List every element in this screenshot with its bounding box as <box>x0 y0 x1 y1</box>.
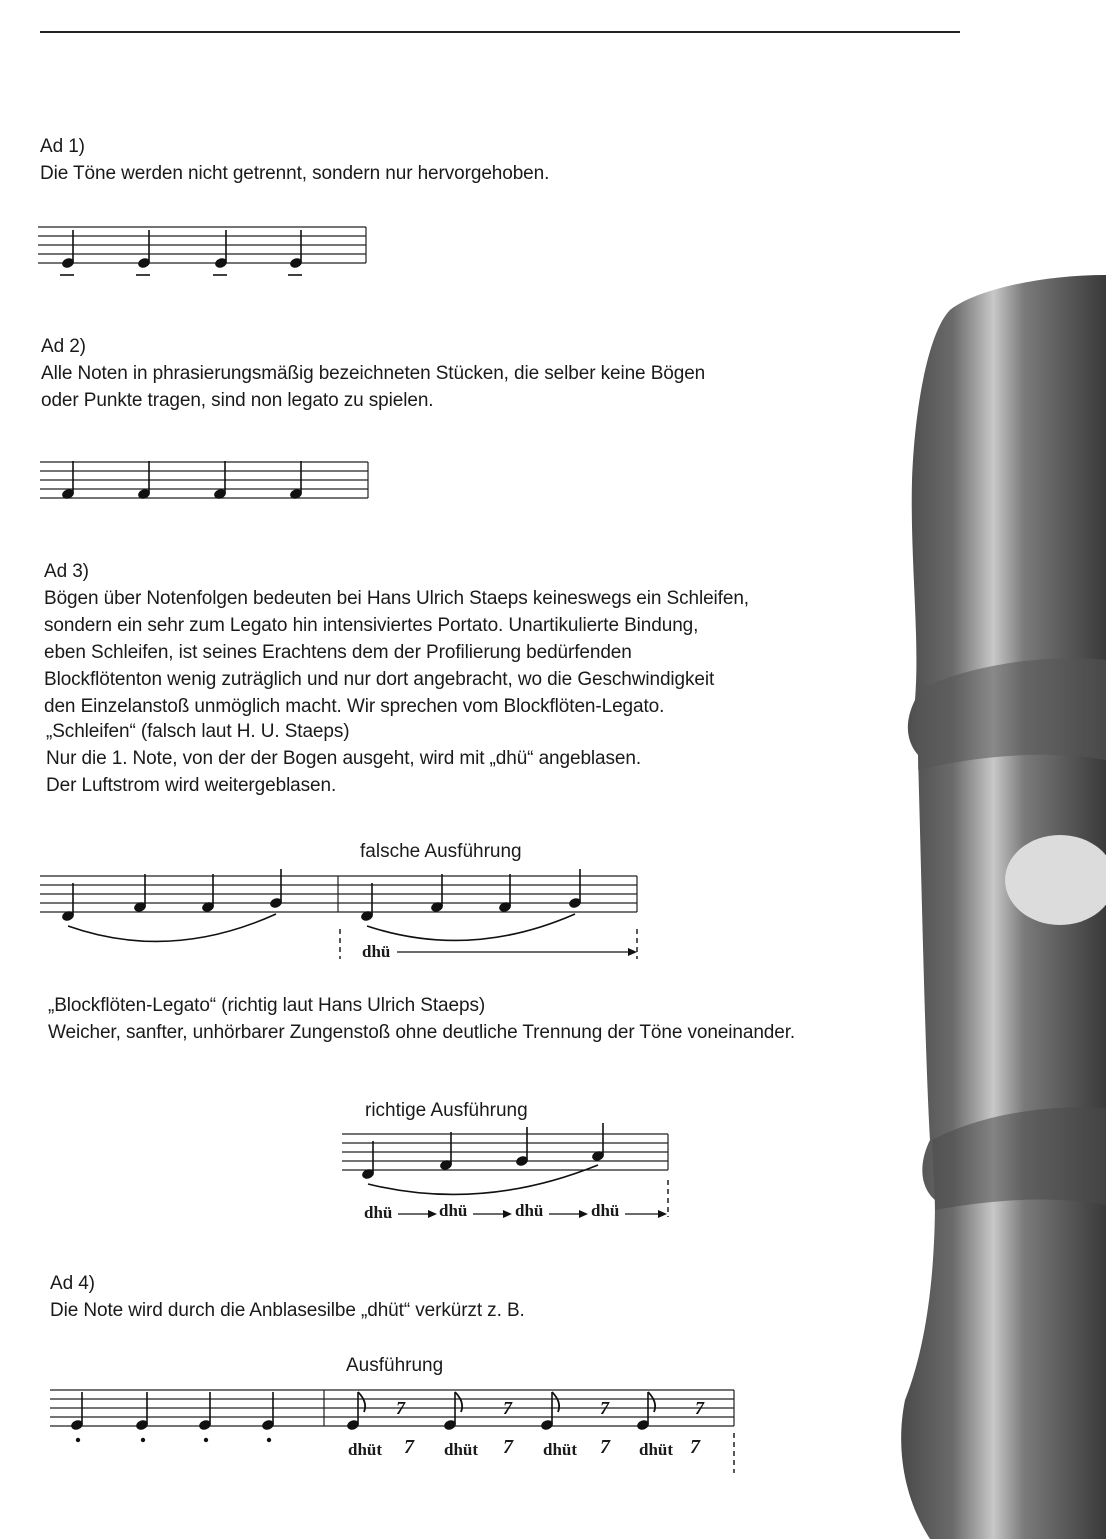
arrow-head <box>503 1210 512 1218</box>
paragraph-line: oder Punkte tragen, sind non legato zu spielen. <box>41 390 434 411</box>
rest-symbol: 7 <box>503 1436 513 1458</box>
note <box>269 869 283 909</box>
note <box>137 461 151 500</box>
music-example-2 <box>40 460 380 510</box>
example-label: Ausführung <box>346 1355 444 1376</box>
note <box>60 230 75 275</box>
eighth-note <box>443 1392 462 1431</box>
paragraph-line: den Einzelanstoß unmöglich macht. Wir sprechen vom Blockflöten-Legato. <box>44 696 665 717</box>
syllable: dhü <box>364 1203 393 1222</box>
section-heading: Ad 4) <box>50 1273 95 1294</box>
eighth-note <box>540 1392 559 1431</box>
section-heading: Ad 3) <box>44 561 89 582</box>
paragraph-line: Die Töne werden nicht getrennt, sondern nur hervorgehoben. <box>40 163 550 184</box>
paragraph-line: Blockflötenton wenig zuträglich und nur dort angebracht, wo die Geschwindigkeit <box>44 669 715 690</box>
paragraph-line: sondern ein sehr zum Legato hin intensiviertes Portato. Unartikulierte Bindung, <box>44 615 699 636</box>
staff <box>40 876 637 912</box>
paragraph-line: Weicher, sanfter, unhörbarer Zungenstoß ohne deutliche Trennung der Töne voneinander. <box>48 1022 796 1043</box>
arrow-head <box>658 1210 667 1218</box>
staff <box>40 462 368 498</box>
syllable: dhüt <box>444 1440 479 1459</box>
eighth-note <box>346 1392 365 1431</box>
section-heading: Ad 2) <box>41 336 86 357</box>
music-example-staccato <box>50 1388 750 1478</box>
section-heading: Ad 1) <box>40 136 85 157</box>
staff <box>50 1390 734 1426</box>
slur <box>68 914 276 941</box>
syllable: dhüt <box>348 1440 383 1459</box>
paragraph-line: Nur die 1. Note, von der der Bogen ausgeht, wird mit „dhü“ angeblasen. <box>46 748 642 769</box>
syllable: dhü <box>362 942 391 961</box>
slur <box>367 914 575 940</box>
staff <box>38 227 366 263</box>
paragraph-line: Bögen über Notenfolgen bedeuten bei Hans Ulrich Staeps keineswegs ein Schleifen, <box>44 588 749 609</box>
paragraph-line: Die Note wird durch die Anblasesilbe „dhüt“ verkürzt z. B. <box>50 1300 525 1321</box>
syllable: dhü <box>515 1201 544 1220</box>
arrow-head <box>579 1210 588 1218</box>
paragraph-line: eben Schleifen, ist seines Erachtens dem der Profilierung bedürfenden <box>44 642 632 663</box>
rest-symbol: 7 <box>600 1436 610 1458</box>
note <box>61 461 75 500</box>
subsection-heading: „Blockflöten-Legato“ (richtig laut Hans Ulrich Staeps) <box>48 995 486 1016</box>
rest-symbol: 7 <box>690 1436 700 1458</box>
eighth-note <box>636 1392 655 1431</box>
subsection-heading: „Schleifen“ (falsch laut H. U. Staeps) <box>46 721 350 742</box>
arrow-head <box>428 1210 437 1218</box>
music-example-slur-wrong <box>40 874 650 964</box>
note <box>289 461 303 500</box>
rest-symbol: 7 <box>503 1398 512 1418</box>
note <box>568 869 582 909</box>
music-example-legato-right <box>342 1132 682 1222</box>
paragraph-line: Alle Noten in phrasierungsmäßig bezeichneten Stücken, die selber keine Bögen <box>41 363 706 384</box>
note <box>213 461 227 500</box>
note <box>288 230 303 275</box>
rest-symbol: 7 <box>404 1436 414 1458</box>
syllable: dhüt <box>639 1440 674 1459</box>
example-label: falsche Ausführung <box>360 841 522 862</box>
note <box>136 230 151 275</box>
rest-symbol: 7 <box>396 1398 405 1418</box>
paragraph-line: Der Luftstrom wird weitergeblasen. <box>46 775 337 796</box>
note <box>213 230 228 275</box>
syllable: dhü <box>439 1201 468 1220</box>
rest-symbol: 7 <box>695 1398 704 1418</box>
staff <box>342 1134 668 1170</box>
rest-symbol: 7 <box>600 1398 609 1418</box>
music-example-1 <box>38 225 378 285</box>
note <box>515 1127 529 1167</box>
example-label: richtige Ausführung <box>365 1100 528 1121</box>
syllable: dhüt <box>543 1440 578 1459</box>
arrow-head <box>628 948 637 956</box>
syllable: dhü <box>591 1201 620 1220</box>
